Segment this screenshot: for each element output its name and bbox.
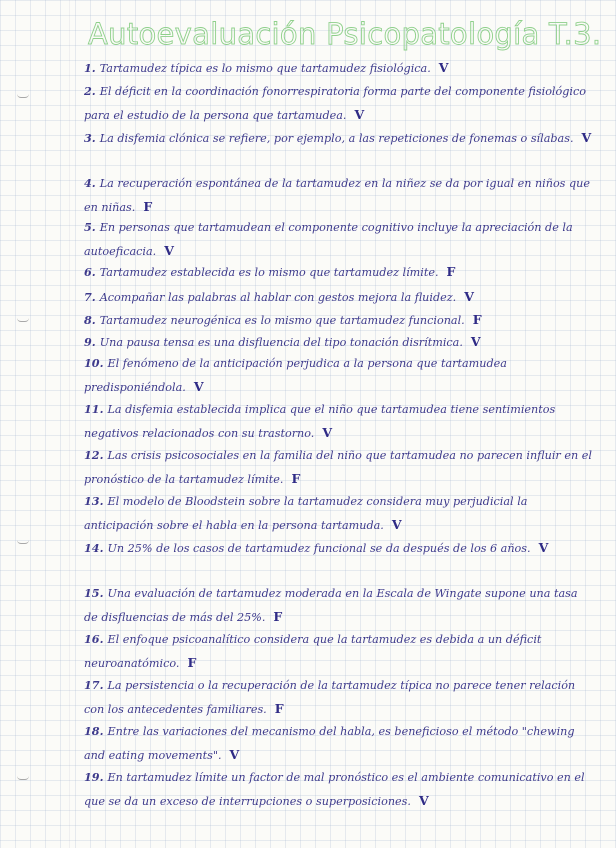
question-text: La persistencia o la recuperación de la tartamudez típica no parece tener relación con los antecedentes familiares. [84, 679, 576, 716]
answer-mark: V [229, 747, 240, 762]
question-number: 18. [84, 724, 104, 738]
question-item [84, 172, 594, 219]
answer-mark: V [418, 793, 429, 808]
question-text: En personas que tartamudean el componente cognitivo incluye la apreciación de la autoeficacia. [84, 221, 573, 258]
question-number: 19. [84, 770, 104, 784]
question-number: 14. [84, 541, 104, 555]
answer-mark: V [354, 107, 365, 122]
binder-hole [17, 318, 29, 322]
question-text: La recuperación espontánea de la tartamudez en la niñez se da por igual en niños que en niñas. [84, 177, 590, 214]
question-item [84, 720, 594, 767]
question-item [84, 80, 594, 127]
answer-mark: F [472, 312, 482, 327]
question-text: En tartamudez límite un factor de mal pronóstico es el ambiente comunicativo en el que se da un exceso de interrupciones o superposiciones. [84, 771, 585, 808]
question-text: Tartamudez establecida es lo mismo que tartamudez límite. [99, 266, 439, 279]
question-number: 2. [84, 84, 96, 98]
question-item [84, 216, 594, 263]
question-item [84, 260, 594, 284]
question-text: El déficit en la coordinación fonorrespiratoria forma parte del componente fisiológico para el estudio de la persona que tartamudea. [84, 85, 586, 122]
question-item [84, 444, 594, 491]
question-text: El modelo de Bloodstein sobre la tartamudez considera muy perjudicial la anticipación sobre el habla en la persona tartamuda. [84, 495, 528, 532]
page-title: Autoevaluación Psicopatología T.3. [88, 17, 602, 51]
question-item [84, 766, 594, 813]
binder-hole [17, 540, 29, 544]
question-text: Un 25% de los casos de tartamudez funcional se da después de los 6 años. [107, 542, 531, 555]
question-item [84, 126, 594, 150]
answer-mark: V [322, 425, 333, 440]
question-number: 3. [84, 131, 96, 145]
question-text: Una pausa tensa es una disfluencia del tipo tonación disrítmica. [99, 336, 463, 349]
question-item [84, 582, 594, 629]
answer-mark: F [291, 471, 301, 486]
question-number: 17. [84, 678, 104, 692]
question-text: Una evaluación de tartamudez moderada en la Escala de Wingate supone una tasa de disfluencias de más del 25%. [84, 587, 578, 624]
answer-mark: V [438, 60, 449, 75]
question-item [84, 628, 594, 675]
question-number: 4. [84, 176, 96, 190]
margin-line [69, 0, 70, 848]
answer-mark: F [446, 264, 456, 279]
question-text: Las crisis psicosociales en la familia del niño que tartamudea no parecen influir en el pronóstico de la tartamudez límite. [84, 449, 592, 486]
question-number: 7. [84, 290, 96, 304]
question-number: 9. [84, 335, 96, 349]
question-text: El fenómeno de la anticipación perjudica a la persona que tartamudea predisponiéndola. [84, 357, 507, 394]
question-text: Tartamudez neurogénica es lo mismo que tartamudez funcional. [99, 314, 465, 327]
answer-mark: V [164, 243, 174, 258]
question-number: 13. [84, 494, 104, 508]
question-item [84, 330, 594, 354]
answer-mark: V [193, 379, 204, 394]
answer-mark: F [187, 655, 197, 670]
answer-mark: V [581, 130, 592, 145]
answer-mark: V [391, 517, 402, 532]
question-item [84, 398, 594, 445]
answer-mark: V [464, 289, 474, 304]
question-number: 16. [84, 632, 104, 646]
binder-hole [17, 94, 29, 98]
question-text: La disfemia establecida implica que el niño que tartamudea tiene sentimientos negativos relacionados con su trastorno. [84, 403, 556, 440]
question-number: 8. [84, 313, 96, 327]
question-item [84, 308, 594, 332]
question-number: 12. [84, 448, 104, 462]
question-text: La disfemia clónica se refiere, por ejemplo, a las repeticiones de fonemas o sílabas. [99, 132, 574, 145]
answer-mark: F [273, 609, 283, 624]
question-number: 11. [84, 402, 104, 416]
binder-hole [17, 776, 29, 780]
question-number: 1. [84, 61, 96, 75]
question-number: 15. [84, 586, 104, 600]
question-item [84, 56, 594, 80]
question-number: 5. [84, 220, 96, 234]
question-item [84, 536, 594, 560]
answer-mark: V [470, 334, 481, 349]
question-text: Acompañar las palabras al hablar con gestos mejora la fluidez. [99, 291, 457, 304]
question-number: 10. [84, 356, 104, 370]
answer-mark: V [538, 540, 549, 555]
question-item [84, 490, 594, 537]
question-item [84, 352, 594, 399]
question-text: Entre las variaciones del mecanismo del habla, es beneficioso el método "chewing and eating movements". [84, 725, 575, 762]
question-item [84, 674, 594, 721]
question-number: 6. [84, 265, 96, 279]
question-text: Tartamudez típica es lo mismo que tartamudez fisiológica. [99, 62, 431, 75]
answer-mark: F [143, 199, 153, 214]
question-item [84, 285, 594, 309]
answer-mark: F [274, 701, 284, 716]
question-text: El enfoque psicoanalítico considera que la tartamudez es debida a un déficit neuroanatómico. [84, 633, 542, 670]
